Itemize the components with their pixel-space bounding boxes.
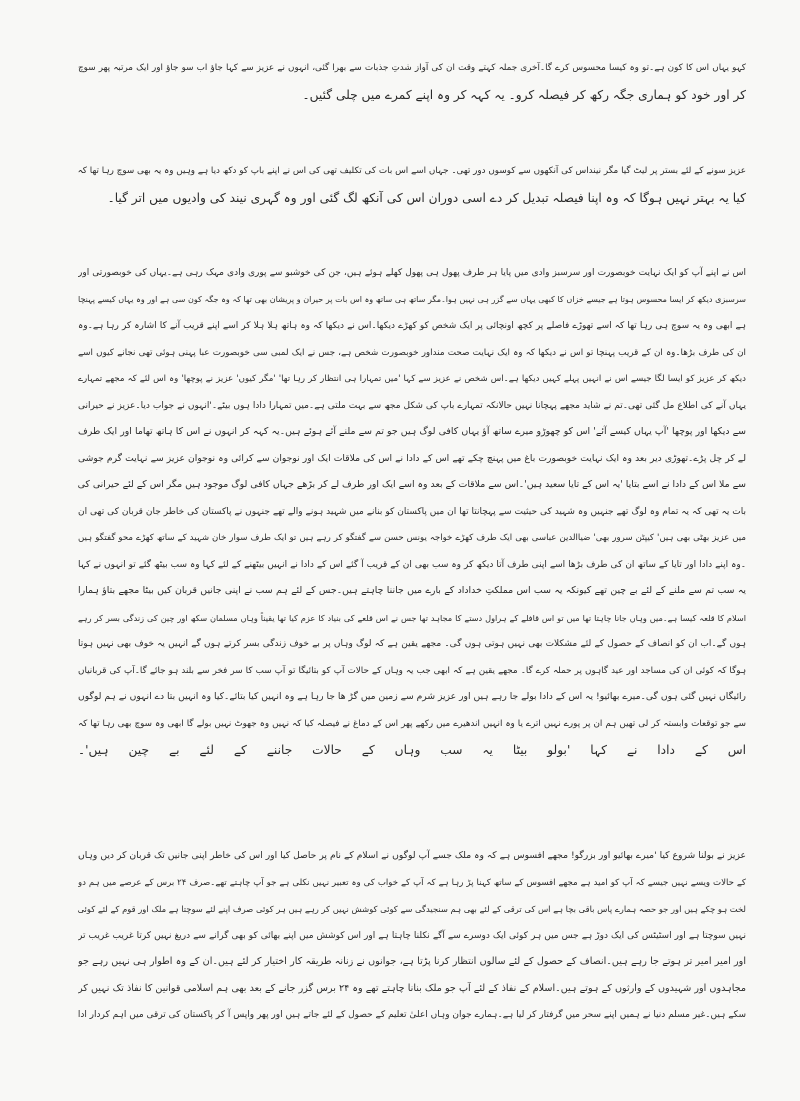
text-line: میں عزیز بھٹی بھی ہیں' کیپٹن سرور بھی' ضیاالدین عباسی بھی ایک طرف کھڑے خواجہ یونس حسن سے گفتگو کر رہے ہیں تو ایک طرف سوار خان شہید کے ساتھ کھڑے محو گفتگو ہیں: [78, 533, 746, 543]
text-line: اس نے اپنے آپ کو ایک نہایت خوبصورت اور سرسبز وادی میں پایا ہر طرف پھول ہی پھول کھلے ہوئے ہیں، جن کی خوشبو سے پوری وادی مہک رہی ہے۔یہاں کی خوبصورتی اور: [78, 268, 746, 278]
text-line: دیکھ کر عزیز کو ایسا لگا جیسے اس نے انہیں پہلے کہیں دیکھا ہے۔اس شخص نے عزیز سے کہا 'میں تمہارا ہی انتظار کر رہا تھا' 'مگر کیوں' عزیز نے پوچھا' وہ اس لئے کہ مجھے تمہارے: [78, 374, 746, 384]
text-line: لے کر چل پڑے۔تھوڑی دیر بعد وہ ایک نہایت خوبصورت باغ میں پہنچ چکے تھے اس کے دادا نے اس کی ملاقات ایک اور نوجوان سے کرائی وہ نوجوان عزیز سے نہایت گرم جوشی: [78, 452, 746, 464]
text-line: رائیگاں نہیں گئی ہوں گی۔میرے بھائیو! یہ اس کے دادا بولے جا رہے ہیں اور عزیز شرم سے زمین میں گڑ ھا جا رہا ہے وہ انہیں کیا بتائے۔کیا وہ انہیں بتا دے انہوں نے ہم لوگوں: [78, 691, 746, 702]
text-line: کے حالات ویسے نہیں جیسے کہ آپ کو امید ہے مجھے افسوس کے ساتھ کہنا پڑ رہا ہے کہ آپ کے خواب کی وہ تعبیر نہیں نکلی ہے جو آپ چاہتے تھے۔صرف ۲۴ برس کے عرصے میں ہم دو: [78, 877, 746, 888]
text-line: سرسبزی دیکھ کر ایسا محسوس ہوتا ہے جیسے خزاں کا کبھی یہاں سے گزر ہی نہیں ہوا۔مگر ساتھ ہی ساتھ وہ اس بات پر حیران و پریشان بھی تھا کہ وہ جگہ کون سی ہے اور وہ یہاں کیسے پہنچا: [78, 294, 746, 304]
text-line: ان کی طرف بڑھا۔وہ ان کے قریب پہنچا تو اس نے دیکھا کہ وہ ایک نہایت صحت منداور خوبصورت شخص ہے، جس نے ایک لمبی سی خوبصورت عبا پہنی ہوئی تھی نجانے کیوں اسے: [78, 347, 746, 358]
text-line: بات یہ تھی کہ یہ تمام وہ لوگ تھے جنہیں وہ شہید کی حیثیت سے پہچانتا تھا ان میں پاکستان کو بنانے میں شہید ہونے والے تھے جنہوں نے پاکستان کی خاطر جان قربان کی تھی ان: [78, 506, 746, 517]
text-line: کر اور خود کو ہماری جگہ رکھ کر فیصلہ کرو۔ یہ کہہ کر وہ اپنے کمرے میں چلی گئیں۔: [302, 87, 746, 102]
text-line: یہ سب تم سے ملنے کے لئے بے چین تھے کیونکہ یہ سب اس مملکتِ خداداد کے بارے میں جاننا چاہتے ہیں۔جس کے لئے ہم سب نے اپنی جانیں قربان کیں بیٹا مجھے بتاؤ ہمارا: [78, 585, 746, 596]
paragraph-3: [78, 260, 746, 764]
text-line: ہوں گے۔اب ان کو انصاف کے حصول کے لئے مشکلات بھی نہیں ہوتی ہوں گی۔ مجھے یقین ہے کہ لوگ وہاں پر بے خوف زندگی بسر کرتے ہوں گے انہیں یہ خوف بھی نہیں ہوتا: [78, 639, 746, 649]
text-line: عزیز سونے کے لئے بستر پر لیٹ گیا مگر نینداس کی آنکھوں سے کوسوں دور تھی۔ جہاں اسے اس بات کی تکلیف تھی کی اس نے اپنے باپ کو دکھ دیا ہے وہیں وہ یہ بھی سوچ رہا تھا کہ: [78, 166, 746, 176]
paragraph-1: [78, 55, 746, 108]
text-line: سے دیکھا اور پوچھا 'آپ یہاں کیسے آئے' اس کو چھوڑو میرے ساتھ آؤ یہاں کافی لوگ ہیں جو تم سے ملنے آئے ہوئے ہیں۔یہ کہہ کر انہوں نے اس کا ہاتھ تھاما اور ایک طرف: [78, 426, 746, 437]
text-line: اسلام کا قلعہ کیسا ہے۔میں وہاں جانا چاہتا تھا میں تو اس قافلے کے ہراول دستے کا مجاہد تھا جس نے اس قلعے کی بنیاد کا عزم کیا تھا یقیناً وہاں مسلمان سکھ اور چین کی زندگی بسر کر رہے: [78, 612, 746, 623]
text-line: لخت ہو چکے ہیں اور جو حصہ ہمارے پاس باقی بچا ہے اس کی ترقی کے لئے بھی ہم سنجیدگی سے کوئی کوشش نہیں کر رہے ہیں ہر کوئی صرف اپنے لئے سوچتا ہے ملک اور قوم کے لئے کوئی: [78, 904, 746, 914]
text-line: مجاہدوں اور شہیدوں کے وارثوں کے ہوتے ہیں۔اسلام کے نفاذ کے لئے آپ جو ملک بنانا چاہتے تھے وہ ۲۴ برس گزر جانے کے بعد بھی ہم اسلامی قوانین کا نفاذ تک نہیں کر: [78, 982, 746, 994]
text-line: کہو یہاں اس کا کون ہے۔تو وہ کیسا محسوس کرے گا۔آخری جملہ کہتے وقت ان کی آواز شدتِ جذبات سے بھرا گئی، انہوں نے عزیز سے کہا جاؤ اب سو جاؤ اور ایک مرتبہ پھر سوچ: [78, 63, 746, 73]
text-line: سے جو توقعات وابستہ کر لی تھیں ہم ان پر پورے نہیں اترے یا وہ انہیں اندھیرے میں رکھے پھر اس کے دماغ نے فیصلہ کیا کہ نہیں وہ جھوٹ نہیں بولے گا ابھی وہ سوچ بھی رہا تھا کہ: [78, 718, 746, 729]
text-line: ہوگا کہ کوئی ان کی مساجد اور عید گاہوں پر حملہ کرے گا۔ مجھے یقین ہے کہ ابھی جب یہ وہاں کے حالات آپ کو بتائیگا تو آپ سب کا سر فخر سے بلند ہو جائے گا۔آپ کی قربانیاں: [78, 665, 746, 676]
text-line: ۔وہ اپنے دادا اور تایا کے ساتھ ان کی طرف بڑھا اسے اپنی طرف آتا دیکھ کر وہ سب بھی ان کے قریب آ گئے اس کے دادا نے انہیں بیٹھنے کے لئے کہا وہ سب بیٹھ گئے تو انہوں نے کہا: [78, 559, 746, 570]
text-line: عزیز نے بولنا شروع کیا 'میرے بھائیو اور بزرگو! مجھے افسوس ہے کہ وہ ملک جسے آپ لوگوں نے اسلام کے نام پر حاصل کیا اور اس کی خاطر اپنی جانیں تک قربان کر دیں وہاں: [78, 850, 746, 861]
text-line: اس کے دادا نے کہا 'بولو بیٹا یہ سب وہاں کے حالات جاننے کے لئے بے چین ہیں'۔: [78, 743, 746, 757]
paragraph-2: [78, 158, 746, 211]
text-line: کیا یہ بہتر نہیں ہوگا کہ وہ اپنا فیصلہ تبدیل کر دے اسی دوران اس کی آنکھ لگ گئی اور وہ گہری نیند کی وادیوں میں اتر گیا۔: [107, 190, 746, 205]
text-line: اور امیر امیر تر ہوتے جا رہے ہیں۔انصاف کے حصول کے لئے سالوں انتظار کرنا پڑتا ہے، جوانوں نے زنانہ طریقہ کار اختیار کر لئے ہیں۔ان کے وہ اطوار ہی نہیں رہے جو: [78, 956, 746, 967]
text-line: نہیں سوچتا ہے اور اسٹیٹس کی ایک دوڑ ہے جس میں ہر کوئی ایک دوسرے سے آگے نکلنا چاہتا ہے اور اس کوشش میں اپنے بھائی کو بھی گرانے سے دریغ نہیں کرتا غریب غریب تر: [78, 930, 746, 941]
text-line: یہاں آنے کی اطلاع مل گئی تھی۔تم نے شاید مجھے پہچانا نہیں حالانکہ تمہارے باپ کی شکل مجھ سے بہت ملتی ہے۔میں تمہارا دادا ہوں بیٹے۔'انہوں نے جواب دیا۔عزیز نے حیرانی: [78, 400, 746, 411]
text-line: سکے ہیں۔غیر مسلم دنیا نے ہمیں اپنے سحر میں گرفتار کر لیا ہے۔ہمارے جوان وہاں اعلیٰ تعلیم کے حصول کے لئے جاتے ہیں اور پھر واپس آ کر پاکستان کی ترقی میں اہم کردار ادا: [78, 1010, 746, 1020]
text-line: ہے ابھی وہ یہ سوچ ہی رہا تھا کہ اسے تھوڑے فاصلے پر کچھ اونچائی پر ایک شخص کو کھڑے دیکھا۔اس نے دیکھا کہ وہ ہاتھ ہلا ہلا کر اسے اپنے قریب آنے کا اشارہ کر رہا ہے۔وہ: [78, 321, 746, 331]
text-line: سے ملا اس کے دادا نے اسے بتایا 'یہ اس کے تایا سعید ہیں'۔اس سے ملاقات کے بعد وہ اسے ایک اور طرف لے کر بڑھے جہاں کافی لوگ موجود ہیں مگر اس کے لئے حیرانی کی: [78, 479, 746, 490]
paragraph-4: [78, 843, 746, 1029]
